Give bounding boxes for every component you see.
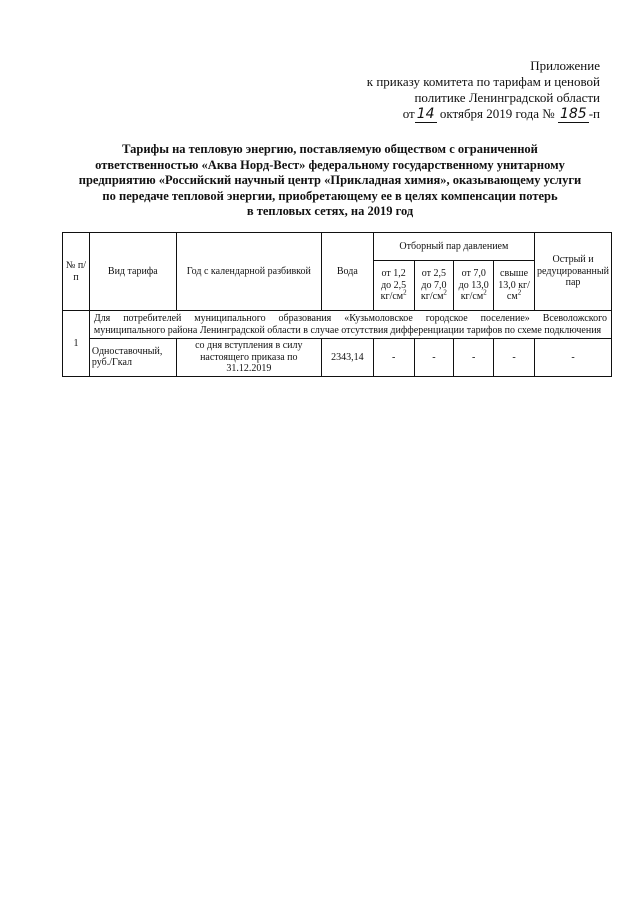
date-rest: октября 2019 года № (439, 106, 555, 121)
header-num: № п/п (63, 233, 90, 311)
document-title (60, 142, 600, 220)
cell-water: 2343,14 (321, 339, 373, 377)
header-tariff-type: Вид тарифа (89, 233, 176, 311)
cell-year: со дня вступления в силу настоящего приказа по 31.12.2019 (176, 339, 321, 377)
cell-sharp-steam: - (535, 339, 612, 377)
title-line: ответственностью «Аква Норд-Вест» федеральному государственному унитарному (95, 157, 565, 172)
row-description: Для потребителей муниципального образования «Кузьмоловское городское поселение» Всеволожского муниципального района Ленинградской области в случае отсутствия дифференциации тарифов по схеме подключения (89, 311, 611, 339)
header-sharp-steam: Острый и редуцированный пар (535, 233, 612, 311)
date-prefix: от (402, 106, 415, 121)
appendix-order-ref: к приказу комитета по тарифам и ценовой (366, 74, 600, 89)
header-steam-4: свыше 13,0 $кг/см^2$ (494, 261, 535, 311)
header-steam-3: от 7,0 до 13,0 $кг/см^2$ (454, 261, 494, 311)
header-water: Вода (321, 233, 373, 311)
date-day: 14 (416, 106, 435, 122)
row-num: 1 (63, 311, 90, 377)
cell-steam-2: - (414, 339, 454, 377)
header-steam-2: от 2,5 до 7,0 $кг/см^2$ (414, 261, 454, 311)
header-steam-group: Отборный пар давлением (373, 233, 534, 261)
header-year: Год с календарной разбивкой (176, 233, 321, 311)
tariff-table (62, 232, 612, 377)
cell-steam-4: - (494, 339, 535, 377)
title-line: по передаче тепловой энергии, приобретающему ее в целях компенсации потерь (102, 188, 558, 203)
group-row (63, 311, 612, 339)
cell-steam-3: - (454, 339, 494, 377)
appendix-committee: политике Ленинградской области (414, 90, 600, 105)
cell-steam-1: - (373, 339, 414, 377)
title-line: Тарифы на тепловую энергию, поставляемую обществом с ограниченной (122, 142, 538, 156)
cell-tariff-type: Одноставочный, руб./Гкал (89, 339, 176, 377)
title-line: предприятию «Российский научный центр «Прикладная химия», оказывающему услуги (78, 173, 582, 187)
header-row-top (63, 233, 612, 261)
appendix-header (330, 58, 600, 122)
order-suffix: -п (588, 106, 600, 121)
data-row (63, 339, 612, 377)
title-line: в тепловых сетях, на 2019 год (246, 204, 414, 218)
appendix-date-line (330, 106, 600, 122)
header-steam-1: от 1,2 до 2,5 $кг/см^2$ (373, 261, 414, 311)
order-number: 185 (559, 106, 587, 122)
appendix-title: Приложение (530, 58, 600, 73)
